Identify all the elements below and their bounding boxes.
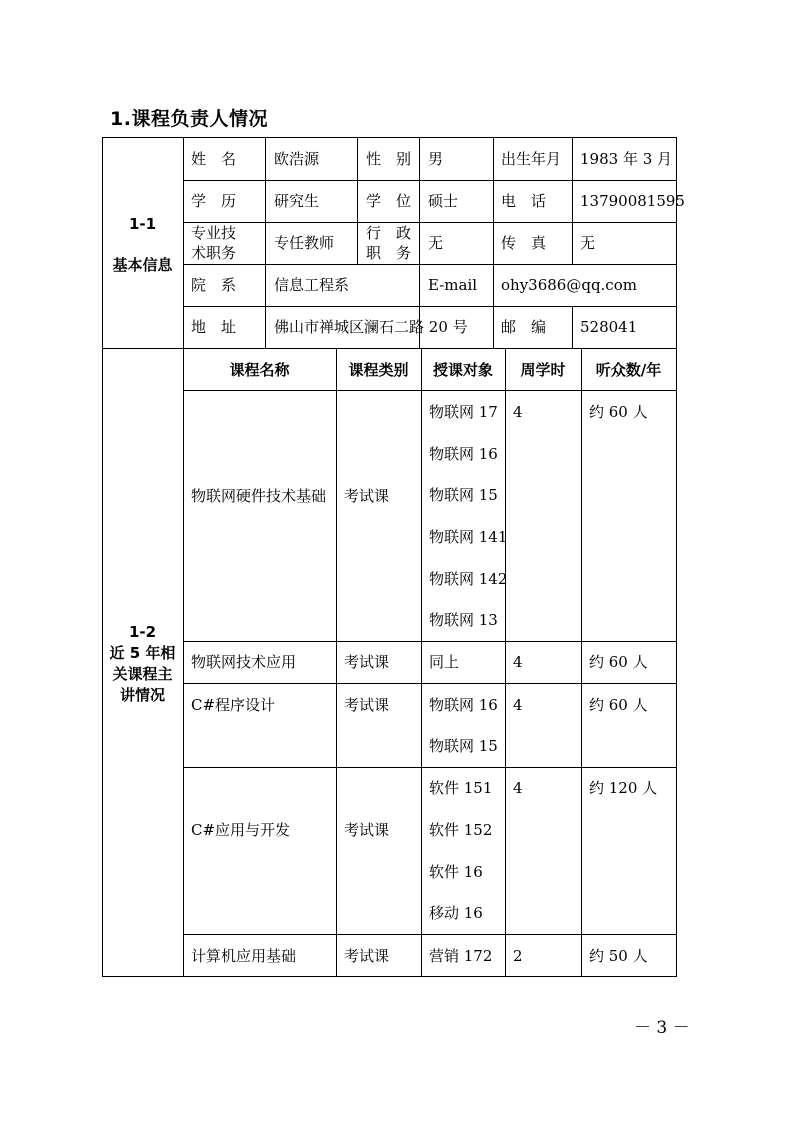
course-type: 考试课 [344, 696, 390, 714]
course-hours: 4 [513, 779, 523, 797]
column-divider [505, 348, 506, 976]
header-course-type: 课程类别 [348, 361, 409, 379]
course-target: 同上 [429, 653, 460, 671]
row-divider [183, 390, 676, 391]
email-value: ohy3686@qq.com [501, 276, 637, 294]
course-target: 物联网 16 [429, 696, 498, 714]
course-name: C#程序设计 [191, 696, 276, 714]
page-number: － 3 － [634, 1018, 690, 1038]
info-table [102, 137, 677, 977]
address-label: 地 址 [191, 318, 237, 336]
column-divider [183, 137, 184, 976]
column-divider [572, 137, 573, 264]
course-target: 营销 172 [429, 947, 493, 965]
course-target: 软件 16 [429, 863, 483, 881]
row-divider [183, 934, 676, 935]
course-hours: 4 [513, 696, 523, 714]
column-divider [421, 348, 422, 976]
section-title-line3: 讲情况 [119, 686, 165, 704]
header-audience: 听众数/年 [595, 361, 662, 379]
header-course-name: 课程名称 [229, 361, 290, 379]
course-audience: 约 60 人 [589, 403, 648, 421]
course-audience: 约 60 人 [589, 696, 648, 714]
course-name: 物联网硬件技术基础 [191, 487, 327, 505]
column-divider [581, 348, 582, 976]
section-title-line1: 近 5 年相 [109, 644, 176, 662]
course-audience: 约 60 人 [589, 653, 648, 671]
gender-label: 性 别 [366, 150, 412, 168]
column-divider [265, 137, 266, 348]
dept-value: 信息工程系 [274, 276, 350, 294]
course-hours: 4 [513, 403, 523, 421]
title-value: 专任教师 [274, 234, 335, 252]
zip-label: 邮 编 [501, 318, 547, 336]
name-label: 姓 名 [191, 150, 237, 168]
degree-label: 学 位 [366, 192, 412, 210]
course-target: 物联网 15 [429, 486, 498, 504]
section-heading: 1.课程负责人情况 [110, 108, 268, 130]
row-divider [183, 641, 676, 642]
course-type: 考试课 [344, 947, 390, 965]
course-target: 软件 152 [429, 821, 493, 839]
column-divider [336, 348, 337, 976]
course-target: 物联网 141 [429, 528, 508, 546]
course-name: 计算机应用基础 [191, 947, 297, 965]
course-audience: 约 120 人 [589, 779, 658, 797]
course-hours: 4 [513, 653, 523, 671]
course-target: 物联网 13 [429, 611, 498, 629]
admin-value: 无 [428, 234, 444, 252]
column-divider [572, 306, 573, 348]
row-divider [183, 264, 676, 265]
course-type: 考试课 [344, 821, 390, 839]
dept-label: 院 系 [191, 276, 237, 294]
education-value: 研究生 [274, 192, 320, 210]
course-name: C#应用与开发 [191, 821, 291, 839]
section-title: 基本信息 [112, 256, 173, 274]
course-target: 物联网 16 [429, 445, 498, 463]
fax-value: 无 [580, 234, 596, 252]
course-target: 移动 16 [429, 904, 483, 922]
admin-label-line1: 行 政 [366, 224, 412, 242]
course-target: 软件 151 [429, 779, 493, 797]
degree-value: 硕士 [428, 192, 459, 210]
course-type: 考试课 [344, 487, 390, 505]
name-value: 欧浩源 [274, 150, 320, 168]
birth-label: 出生年月 [501, 150, 562, 168]
address-value: 佛山市禅城区澜石二路 20 号 [274, 318, 468, 336]
row-divider [183, 767, 676, 768]
birth-value: 1983 年 3 月 [580, 150, 673, 168]
course-target: 物联网 17 [429, 403, 498, 421]
phone-label: 电 话 [501, 192, 547, 210]
header-target: 授课对象 [432, 361, 493, 379]
section-divider [102, 348, 676, 349]
section-number: 1-1 [128, 215, 157, 233]
row-divider [183, 222, 676, 223]
admin-label-line2: 职 务 [366, 244, 412, 262]
header-weekly-hours: 周学时 [520, 361, 566, 379]
zip-value: 528041 [580, 318, 638, 336]
row-divider [183, 306, 676, 307]
section-title-line2: 关课程主 [112, 665, 173, 683]
row-divider [183, 180, 676, 181]
section-number: 1-2 [128, 623, 157, 641]
course-target: 物联网 15 [429, 737, 498, 755]
gender-value: 男 [428, 150, 444, 168]
course-hours: 2 [513, 947, 523, 965]
course-audience: 约 50 人 [589, 947, 648, 965]
course-name: 物联网技术应用 [191, 653, 297, 671]
title-label-line1: 专业技 [191, 224, 237, 242]
fax-label: 传 真 [501, 234, 547, 252]
row-divider [183, 683, 676, 684]
course-target: 物联网 142 [429, 570, 508, 588]
column-divider [493, 137, 494, 348]
column-divider [357, 137, 358, 264]
phone-value: 13790081595 [580, 192, 685, 210]
title-label-line2: 术职务 [191, 244, 237, 262]
email-label: E-mail [428, 276, 478, 294]
course-type: 考试课 [344, 653, 390, 671]
education-label: 学 历 [191, 192, 237, 210]
